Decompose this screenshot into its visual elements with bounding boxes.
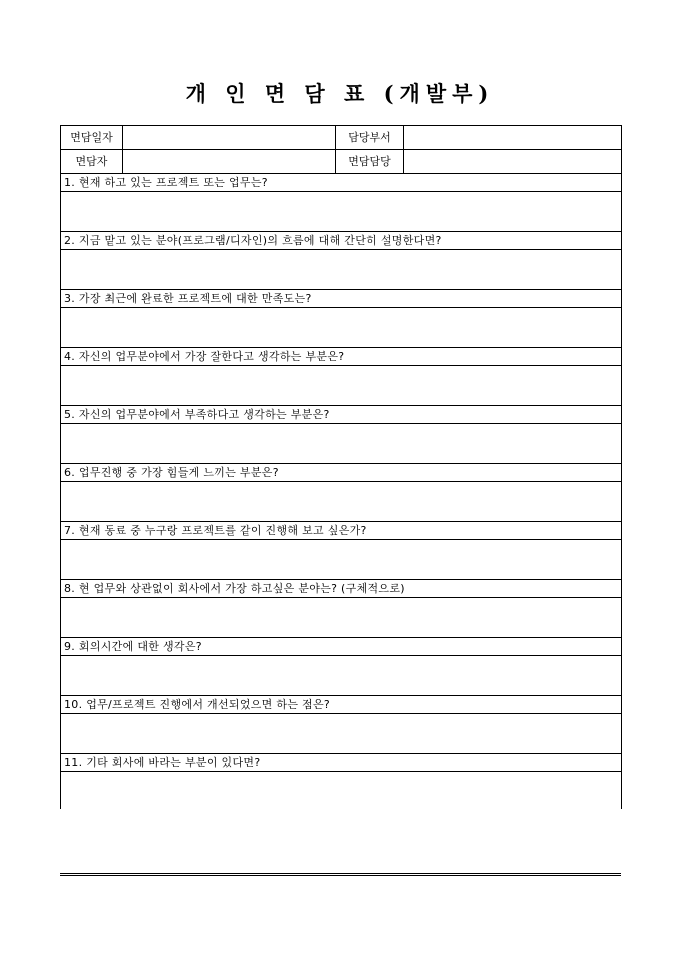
- department-label: 담당부서: [336, 126, 404, 150]
- question-10: 10. 업무/프로젝트 진행에서 개선되었으면 하는 점은?: [61, 696, 622, 714]
- question-3: 3. 가장 최근에 완료한 프로젝트에 대한 만족도는?: [61, 290, 622, 308]
- question-5: 5. 자신의 업무분야에서 부족하다고 생각하는 부분은?: [61, 406, 622, 424]
- bottom-double-rule: [60, 873, 621, 876]
- question-8: 8. 현 업무와 상관없이 회사에서 가장 하고싶은 분야는? (구체적으로): [61, 580, 622, 598]
- answer-6-field[interactable]: [61, 482, 622, 522]
- answer-9-field[interactable]: [61, 656, 622, 696]
- header-row-date: [61, 126, 622, 150]
- department-field[interactable]: [404, 126, 622, 150]
- interviewer-label: 면담담당: [336, 150, 404, 174]
- answer-4-field[interactable]: [61, 366, 622, 406]
- question-11: 11. 기타 회사에 바라는 부분이 있다면?: [61, 754, 622, 772]
- answer-11-field[interactable]: [61, 772, 622, 810]
- interview-form-table: [60, 125, 622, 809]
- question-2: 2. 지금 맡고 있는 분야(프로그램/디자인)의 흐름에 대해 간단히 설명한다면?: [61, 232, 622, 250]
- question-7: 7. 현재 동료 중 누구랑 프로젝트를 같이 진행해 보고 싶은가?: [61, 522, 622, 540]
- question-1: 1. 현재 하고 있는 프로젝트 또는 업무는?: [61, 174, 622, 192]
- question-6: 6. 업무진행 중 가장 힘들게 느끼는 부분은?: [61, 464, 622, 482]
- question-9: 9. 회의시간에 대한 생각은?: [61, 638, 622, 656]
- answer-2-field[interactable]: [61, 250, 622, 290]
- answer-7-field[interactable]: [61, 540, 622, 580]
- question-4: 4. 자신의 업무분야에서 가장 잘한다고 생각하는 부분은?: [61, 348, 622, 366]
- form-title: 개 인 면 담 표 (개발부): [185, 81, 495, 106]
- answer-8-field[interactable]: [61, 598, 622, 638]
- interviewee-label: 면담자: [61, 150, 123, 174]
- answer-1-field[interactable]: [61, 192, 622, 232]
- interviewee-field[interactable]: [123, 150, 336, 174]
- answer-5-field[interactable]: [61, 424, 622, 464]
- answer-10-field[interactable]: [61, 714, 622, 754]
- interviewer-field[interactable]: [404, 150, 622, 174]
- interview-date-label: 면담일자: [70, 130, 113, 144]
- interview-date-field[interactable]: [123, 126, 336, 150]
- answer-3-field[interactable]: [61, 308, 622, 348]
- header-row-people: [61, 150, 622, 174]
